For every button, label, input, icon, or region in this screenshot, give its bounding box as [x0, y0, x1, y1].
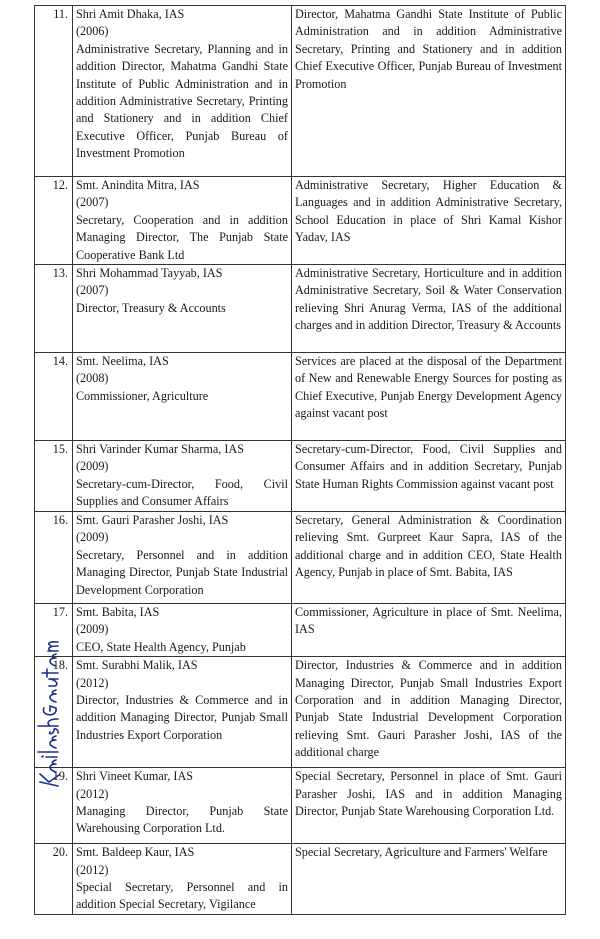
transfer-orders-table	[34, 5, 566, 915]
new-posting: Director, Industries & Commerce and in addition Managing Director, Punjab Small Industries Export Corporation and in addition Managing Director, Punjab State Industrial Development Corporation relieving Smt. Gauri Parasher Joshi, IAS of the additional charge	[292, 657, 566, 768]
current-posting: Secretary-cum-Director, Food, Civil Supplies and Consumer Affairs	[76, 476, 288, 509]
officer-batch: (2012)	[76, 862, 109, 877]
officer-batch: (2007)	[76, 283, 109, 298]
serial-number: 11.	[35, 6, 73, 177]
officer-name: Smt. Anindita Mitra, IAS	[76, 178, 200, 192]
officer-cell	[73, 177, 292, 265]
officer-name: Shri Vineet Kumar, IAS	[76, 769, 194, 784]
new-posting: Director, Mahatma Gandhi State Institute of Public Administration and in addition Administrative Secretary, Printing and Stationery and in addition Chief Executive Officer, Punjab Bureau of Investment Promotion	[292, 6, 566, 177]
officer-name: Shri Mohammad Tayyab, IAS	[76, 266, 223, 281]
officer-name: Smt. Gauri Parasher Joshi, IAS	[76, 513, 229, 528]
new-posting: Secretary-cum-Director, Food, Civil Supplies and Consumer Affairs and in addition Secretary, Punjab State Human Rights Commission against vacant post	[292, 441, 566, 512]
officer-cell	[73, 441, 292, 512]
officer-cell	[73, 768, 292, 844]
officer-cell	[73, 604, 292, 657]
officer-name: Smt. Neelima, IAS	[76, 354, 169, 369]
current-posting: Managing Director, Punjab State Warehousing Corporation Ltd.	[76, 804, 288, 836]
current-posting: Commissioner, Agriculture	[76, 388, 209, 403]
serial-number: 15.	[35, 441, 73, 512]
table-row	[35, 844, 566, 915]
new-posting: Special Secretary, Agriculture and Farmers' Welfare	[292, 844, 566, 915]
officer-cell	[73, 353, 292, 441]
current-posting: Secretary, Personnel and in addition Managing Director, Punjab State Industrial Development Corporation	[76, 547, 288, 597]
officer-batch: (2006)	[76, 24, 109, 39]
table-row	[35, 6, 566, 177]
table-row	[35, 441, 566, 512]
officer-batch: (2008)	[76, 371, 109, 386]
new-posting: Services are placed at the disposal of the Department of New and Renewable Energy Sources for posting as Chief Executive, Punjab Energy Development Agency against vacant post	[292, 353, 566, 441]
new-posting: Special Secretary, Personnel in place of Smt. Gauri Parasher Joshi, IAS and in addition Managing Director, Punjab State Warehousing Corporation Ltd.	[292, 768, 566, 844]
current-posting: CEO, State Health Agency, Punjab	[76, 639, 246, 654]
table-row	[35, 177, 566, 265]
officer-name: Smt. Baldeep Kaur, IAS	[76, 845, 195, 860]
current-posting: Director, Treasury & Accounts	[76, 300, 226, 315]
current-posting: Director, Industries & Commerce and in addition Managing Director, Punjab Small Industries Export Corporation	[76, 693, 288, 742]
officer-cell	[73, 844, 292, 915]
current-posting: Secretary, Cooperation and in addition Managing Director, The Punjab State Cooperative Bank Ltd	[76, 212, 288, 262]
new-posting: Secretary, General Administration & Coordination relieving Smt. Gurpreet Kaur Sapra, IAS of the additional charge and in addition CEO, State Health Agency, Punjab in place of Smt. Babita, IAS	[292, 512, 566, 604]
officer-batch: (2012)	[76, 786, 109, 801]
serial-number: 16.	[35, 512, 73, 604]
serial-number: 12.	[35, 177, 73, 265]
new-posting: Administrative Secretary, Higher Education & Languages and in addition Administrative Secretary, School Education in place of Shri Kamal Kishor Yadav, IAS	[292, 177, 566, 265]
new-posting: Administrative Secretary, Horticulture and in addition Administrative Secretary, Soil & Water Conservation relieving Shri Anurag Verma, IAS of the additional charges and in addition Director, Treasury & Accounts	[292, 265, 566, 353]
current-posting: Administrative Secretary, Planning and in addition Director, Mahatma Gandhi State Institute of Public Administration and in addition Administrative Secretary, Printing and Stationery and in addition Chief Executive Officer, Punjab Bureau of Investment Promotion	[76, 41, 288, 161]
officer-cell	[73, 512, 292, 604]
officer-batch: (2009)	[76, 459, 109, 474]
officer-name: Smt. Surabhi Malik, IAS	[76, 658, 198, 673]
table-row	[35, 657, 566, 768]
handwritten-signature	[34, 640, 64, 790]
new-posting: Commissioner, Agriculture in place of Smt. Neelima, IAS	[292, 604, 566, 657]
officer-cell	[73, 657, 292, 768]
officer-name: Shri Amit Dhaka, IAS	[76, 7, 185, 21]
serial-number: 13.	[35, 265, 73, 353]
table-row	[35, 604, 566, 657]
serial-number: 20.	[35, 844, 73, 915]
table-row	[35, 353, 566, 441]
table-row	[35, 768, 566, 844]
officer-name: Smt. Babita, IAS	[76, 605, 160, 620]
officer-batch: (2009)	[76, 622, 109, 637]
table-row	[35, 512, 566, 604]
serial-number: 17.	[35, 604, 73, 657]
table-row	[35, 265, 566, 353]
serial-number: 14.	[35, 353, 73, 441]
officer-cell	[73, 265, 292, 353]
officer-name: Shri Varinder Kumar Sharma, IAS	[76, 442, 244, 457]
officer-cell	[73, 6, 292, 177]
serial-number: 19.	[35, 768, 73, 844]
officer-batch: (2009)	[76, 530, 109, 545]
current-posting: Special Secretary, Personnel and in addition Special Secretary, Vigilance	[76, 880, 288, 912]
serial-number: 18.	[35, 657, 73, 768]
officer-batch: (2012)	[76, 675, 109, 690]
officer-batch: (2007)	[76, 195, 109, 210]
signature-scribble	[34, 640, 64, 790]
